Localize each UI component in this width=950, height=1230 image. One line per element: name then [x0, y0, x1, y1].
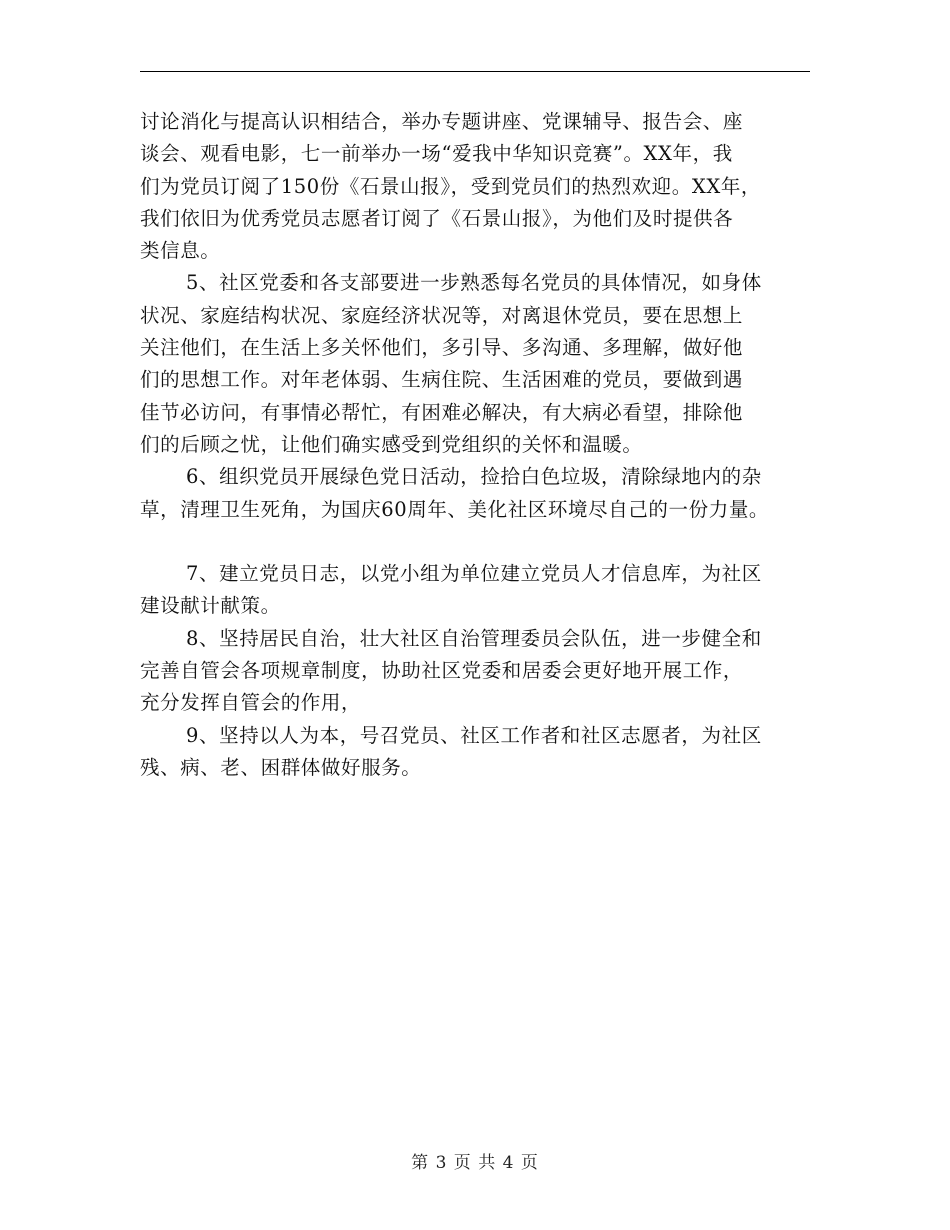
- text-line: 们为党员订阅了150份《石景山报》，受到党员们的热烈欢迎。XX年，: [140, 174, 762, 198]
- text-line: 谈会、观看电影，七一前举办一场“爱我中华知识竞赛”。XX年，我: [140, 142, 733, 166]
- text-line: 佳节必访问，有事情必帮忙，有困难必解决，有大病必看望，排除他: [140, 400, 744, 424]
- paragraph-gap: [140, 526, 820, 558]
- text-line: 残、病、老、困群体做好服务。: [140, 755, 422, 779]
- document-body: [140, 106, 820, 784]
- page-number: 第 3 页 共 4 页: [411, 1153, 539, 1173]
- text-line: 关注他们，在生活上多关怀他们，多引导、多沟通、多理解，做好他: [140, 336, 744, 360]
- text-line: 类信息。: [140, 239, 221, 263]
- text-line: 们的思想工作。对年老体弱、生病住院、生活困难的党员，要做到遇: [140, 368, 744, 392]
- paragraph-6-first-line: 6、组织党员开展绿色党日活动，捡拾白色垃圾，清除绿地内的杂: [186, 465, 762, 489]
- paragraph-7-first-line: 7、建立党员日志，以党小组为单位建立党员人才信息库，为社区: [186, 562, 762, 586]
- text-line: 们的后顾之忧，让他们确实感受到党组织的关怀和温暖。: [140, 432, 643, 456]
- text-line: 充分发挥自管会的作用，: [140, 691, 362, 715]
- paragraph-8-first-line: 8、坚持居民自治，壮大社区自治管理委员会队伍，进一步健全和: [186, 626, 762, 650]
- header-rule: [140, 71, 810, 72]
- text-line: 我们依旧为优秀党员志愿者订阅了《石景山报》，为他们及时提供各: [140, 206, 734, 230]
- text-line: 草，清理卫生死角，为国庆60周年、美化社区环境尽自己的一份力量。: [140, 497, 770, 521]
- text-line: 建设献计献策。: [140, 594, 281, 618]
- paragraph-5-first-line: 5、社区党委和各支部要进一步熟悉每名党员的具体情况，如身体: [186, 271, 762, 295]
- text-line: 完善自管会各项规章制度，协助社区党委和居委会更好地开展工作，: [140, 659, 744, 683]
- paragraph-9-first-line: 9、坚持以人为本，号召党员、社区工作者和社区志愿者，为社区: [186, 723, 762, 747]
- text-line: 状况、家庭结构状况、家庭经济状况等，对离退休党员，要在思想上: [140, 303, 744, 327]
- text-line: 讨论消化与提高认识相结合，举办专题讲座、党课辅导、报告会、座: [140, 110, 744, 133]
